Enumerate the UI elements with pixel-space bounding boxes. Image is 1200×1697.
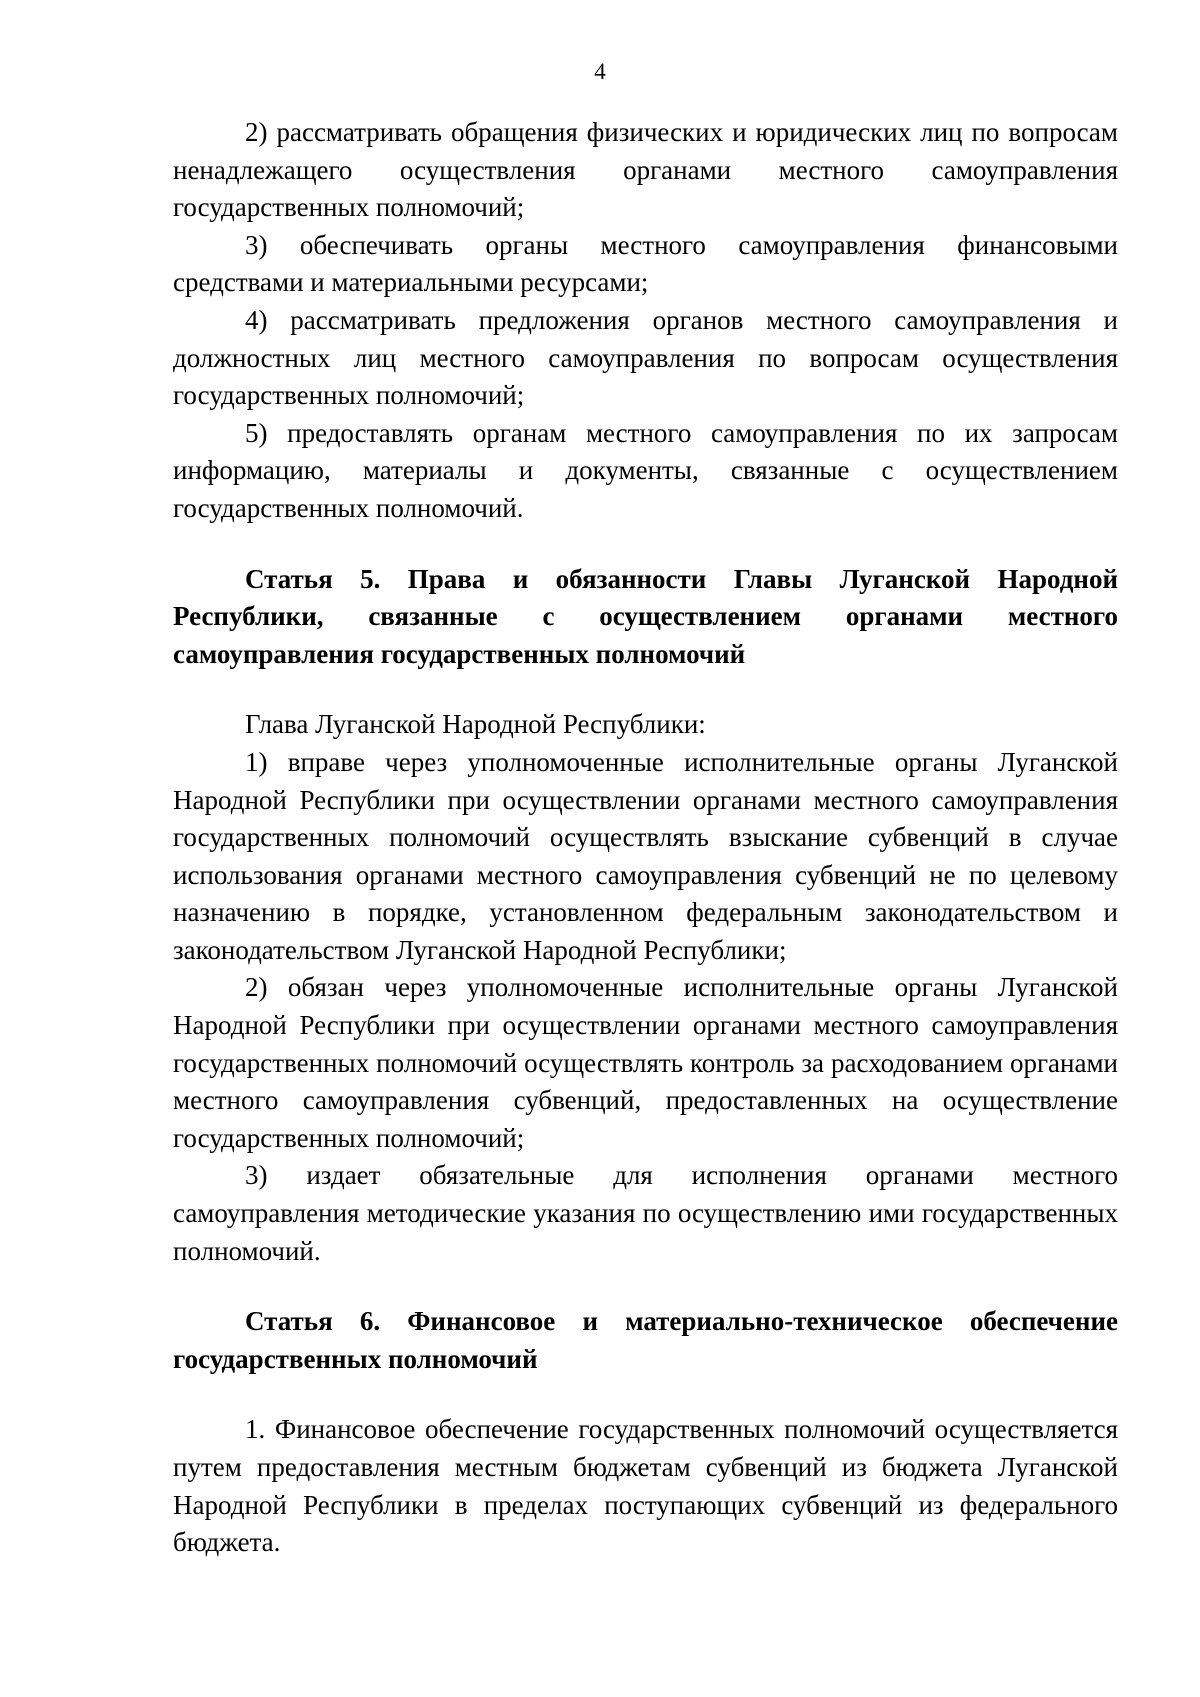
article6-item-1: 1. Финансовое обеспечение государственных полномочий осуществляется путем предоставления местным бюджетам субвенций из бюджета Луганской Народной Республики в пределах поступающих субвенций из федерального бюджета. bbox=[173, 1414, 1118, 1558]
article4-item-3: 3) обеспечивать органы местного самоуправления финансовыми средствами и материальными ресурсами; bbox=[173, 229, 1118, 298]
article5-heading: Статья 5. Права и обязанности Главы Луганской Народной Республики, связанные с осуществлением органами местного самоуправления государственных полномочий bbox=[173, 563, 1118, 669]
article5-item-3: 3) издает обязательные для исполнения органами местного самоуправления методические указания по осуществлению ими государственных полномочий. bbox=[173, 1160, 1118, 1266]
article4-item-2: 2) рассматривать обращения физических и юридических лиц по вопросам ненадлежащего осуществления органами местного самоуправления государственных полномочий; bbox=[173, 117, 1118, 223]
article5-intro: Глава Луганской Народной Республики: bbox=[245, 709, 706, 740]
article5-item-2: 2) обязан через уполномоченные исполнительные органы Луганской Народной Республики при осуществлении органами местного самоуправления государственных полномочий осуществлять контроль за расходованием органами местного самоуправления субвенций, предоставленных на осуществление государственных полномочий; bbox=[173, 972, 1118, 1153]
article5-item-1: 1) вправе через уполномоченные исполнительные органы Луганской Народной Республики при осуществлении органами местного самоуправления государственных полномочий осуществлять взыскание субвенций в случае использования органами местного самоуправления субвенций не по целевому назначению в порядке, установленном федеральным законодательством и законодательством Луганской Народной Республики; bbox=[173, 746, 1118, 965]
page-number: 4 bbox=[594, 59, 606, 84]
article4-item-4: 4) рассматривать предложения органов местного самоуправления и должностных лиц местного самоуправления по вопросам осуществления государственных полномочий; bbox=[173, 304, 1118, 411]
article4-item-5: 5) предоставлять органам местного самоуправления по их запросам информацию, материалы и документы, связанные с осуществлением государственных полномочий. bbox=[173, 417, 1118, 523]
document-body bbox=[173, 114, 1118, 1562]
article6-heading: Статья 6. Финансовое и материально-техническое обеспечение государственных полномочий bbox=[173, 1306, 1118, 1374]
